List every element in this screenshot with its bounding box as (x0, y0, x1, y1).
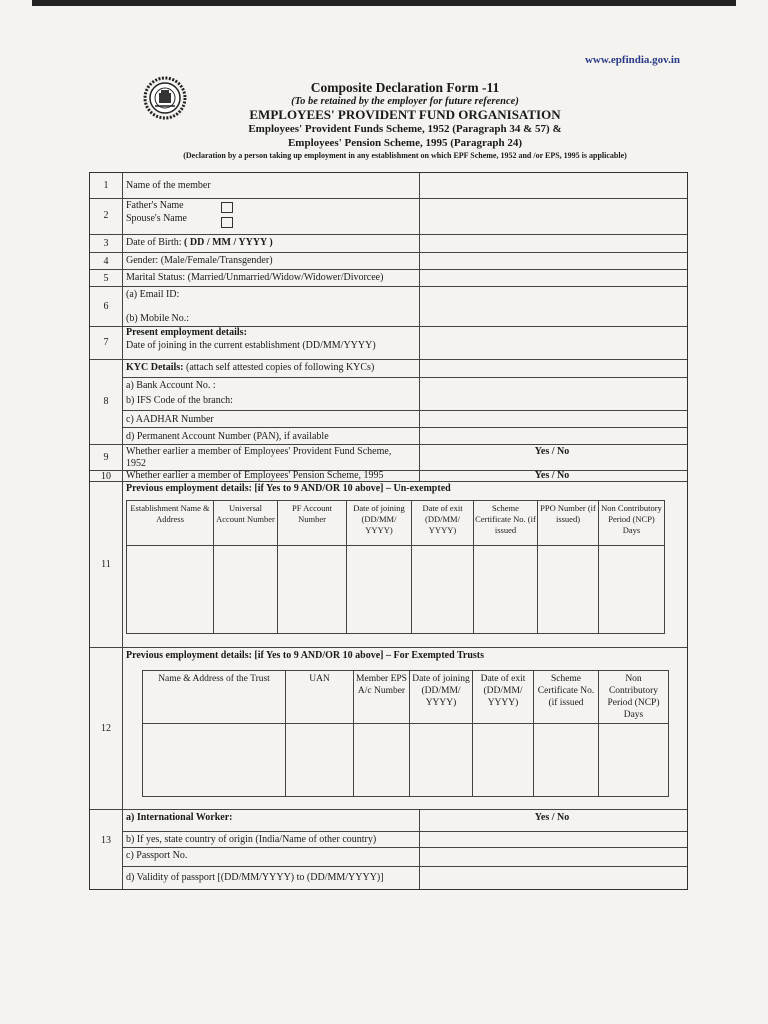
row-divider (90, 234, 687, 235)
row-divider (90, 359, 687, 360)
table-cell[interactable] (412, 546, 474, 634)
column-header: Non Contributory Period (NCP) Days (599, 501, 665, 546)
table-cell[interactable] (347, 546, 412, 634)
relative-name-field[interactable] (421, 200, 686, 233)
declaration-form-table (89, 172, 688, 890)
marital-status-field[interactable] (421, 271, 686, 285)
date-of-joining-label: Date of joining in the current establishment (DD/MM/YYYY) (126, 340, 376, 351)
exempted-trusts-table (142, 670, 669, 797)
table-cell[interactable] (534, 724, 599, 797)
epf-member-yes-no[interactable]: Yes / No (534, 446, 570, 457)
dob-field[interactable] (421, 236, 686, 251)
row-divider (90, 286, 687, 287)
international-worker-yes-no[interactable]: Yes / No (534, 812, 570, 823)
table-cell[interactable] (410, 724, 473, 797)
kyc-heading-note: (attach self attested copies of following KYCs) (183, 362, 375, 373)
row-number: 3 (103, 238, 109, 249)
column-header: Establishment Name & Address (127, 501, 214, 546)
row-divider (90, 647, 687, 648)
pan-field[interactable] (421, 429, 686, 443)
epf-member-label: Whether earlier a member of Employees' Provident Fund Scheme, (126, 446, 392, 457)
aadhar-field[interactable] (421, 412, 686, 426)
table-header-row (127, 501, 665, 546)
unexempted-employment-table (126, 500, 665, 634)
column-header: PPO Number (if issued) (538, 501, 599, 546)
row-number: 10 (101, 471, 111, 482)
aadhar-label: c) AADHAR Number (126, 414, 214, 425)
fathers-name-label: Father's Name (126, 200, 184, 211)
website-url[interactable]: www.epfindia.gov.in (584, 54, 680, 66)
eps-member-label: Whether earlier a member of Employees' Pension Scheme, 1995 (126, 470, 384, 481)
ifsc-label: b) IFS Code of the branch: (126, 395, 233, 406)
column-header: Non Contributory Period (NCP) Days (599, 671, 669, 724)
column-header: UAN (286, 671, 354, 724)
country-of-origin-field[interactable] (421, 833, 686, 846)
table-cell[interactable] (127, 546, 214, 634)
table-cell[interactable] (278, 546, 347, 634)
row-divider (90, 198, 687, 199)
table-cell[interactable] (599, 724, 669, 797)
row-divider (122, 427, 687, 428)
row-divider (122, 847, 687, 848)
email-label: (a) Email ID: (126, 289, 180, 300)
column-header: Name & Address of the Trust (143, 671, 286, 724)
spouses-name-label: Spouse's Name (126, 213, 187, 224)
column-header: Scheme Certificate No. (if issued (474, 501, 538, 546)
row-number: 12 (101, 723, 111, 734)
column-header: PF Account Number (278, 501, 347, 546)
row-divider (122, 831, 687, 832)
member-name-label: Name of the member (126, 180, 211, 191)
column-header: Date of joining (DD/MM/ YYYY) (410, 671, 473, 724)
table-cell[interactable] (474, 546, 538, 634)
row-number: 13 (101, 835, 111, 846)
declaration-note: (Declaration by a person taking up employment in any establishment on which EPF Scheme, 1952 and /or EPS, 1995 is applicable) (183, 151, 627, 160)
row-number: 2 (103, 210, 109, 221)
kyc-heading (126, 362, 374, 373)
column-header: Date of exit (DD/MM/ YYYY) (412, 501, 474, 546)
gender-label: Gender: (Male/Female/Transgender) (126, 255, 273, 266)
table-cell[interactable] (286, 724, 354, 797)
value-column-divider-13 (419, 809, 420, 889)
dob-format: ( DD / MM / YYYY ) (184, 237, 273, 248)
scheme-line-2: Employees' Pension Scheme, 1995 (Paragraph 24) (287, 137, 523, 149)
column-header: Member EPS A/c Number (354, 671, 410, 724)
row-number: 9 (103, 452, 109, 463)
table-header-row (143, 671, 669, 724)
row-divider (90, 252, 687, 253)
column-header: Date of joining (DD/MM/ YYYY) (347, 501, 412, 546)
row-number: 8 (103, 396, 109, 407)
marital-status-label: Marital Status: (Married/Unmarried/Widow/Widower/Divorcee) (126, 272, 384, 283)
present-employment-heading: Present employment details: (126, 327, 247, 338)
mobile-label: (b) Mobile No.: (126, 313, 190, 324)
scan-top-edge (32, 0, 736, 6)
member-name-field[interactable] (421, 174, 686, 197)
table-cell[interactable] (214, 546, 278, 634)
row-divider (122, 410, 687, 411)
table-cell[interactable] (538, 546, 599, 634)
table-cell[interactable] (354, 724, 410, 797)
epf-member-label-year: 1952 (126, 458, 146, 469)
fathers-name-checkbox[interactable] (221, 202, 233, 213)
row-number: 6 (103, 301, 109, 312)
organisation-name: EMPLOYEES' PROVIDENT FUND ORGANISATION (249, 107, 561, 122)
international-worker-label: a) International Worker: (126, 812, 233, 823)
unexempted-heading: Previous employment details: [if Yes to 9 AND/OR 10 above] – Un-exempted (126, 483, 451, 494)
email-mobile-field[interactable] (421, 288, 686, 325)
pan-label: d) Permanent Account Number (PAN), if available (126, 431, 329, 442)
value-column-divider (419, 173, 420, 481)
bank-account-label: a) Bank Account No. : (126, 380, 216, 391)
row-divider (90, 481, 687, 482)
row-divider (122, 866, 687, 867)
row-divider (90, 269, 687, 270)
row-divider (122, 377, 687, 378)
dob-label (126, 237, 273, 248)
row-number: 4 (103, 256, 109, 267)
dob-label-text: Date of Birth: (126, 237, 185, 248)
form-title: Composite Declaration Form -11 (310, 80, 500, 95)
scheme-line-1: Employees' Provident Funds Scheme, 1952 (Paragraph 34 & 57) & (248, 123, 562, 135)
number-column-divider (122, 173, 123, 889)
column-header: Scheme Certificate No. (if issued (534, 671, 599, 724)
gender-field[interactable] (421, 254, 686, 268)
row-divider (90, 444, 687, 445)
column-header: Date of exit (DD/MM/ YYYY) (473, 671, 534, 724)
table-entry-row (143, 724, 669, 797)
row-divider (90, 809, 687, 810)
eps-member-yes-no[interactable]: Yes / No (534, 470, 570, 481)
bank-account-field[interactable] (421, 379, 686, 409)
country-of-origin-label: b) If yes, state country of origin (India/Name of other country) (126, 834, 377, 845)
spouses-name-checkbox[interactable] (221, 217, 233, 228)
passport-number-field[interactable] (421, 849, 686, 865)
passport-validity-label: d) Validity of passport [(DD/MM/YYYY) to (DD/MM/YYYY)] (126, 872, 384, 883)
passport-number-label: c) Passport No. (126, 850, 188, 861)
column-header: Universal Account Number (214, 501, 278, 546)
kyc-heading-bold: KYC Details: (126, 362, 184, 373)
passport-validity-field[interactable] (421, 868, 686, 888)
date-of-joining-field[interactable] (421, 328, 686, 358)
row-number: 1 (103, 180, 109, 191)
exempted-trusts-heading: Previous employment details: [if Yes to 9 AND/OR 10 above] – For Exempted Trusts (126, 650, 485, 661)
row-number: 11 (101, 559, 111, 570)
row-number: 5 (103, 273, 109, 284)
table-entry-row (127, 546, 665, 634)
table-cell[interactable] (473, 724, 534, 797)
form-subtitle: (To be retained by the employer for future reference) (291, 96, 519, 107)
table-cell[interactable] (599, 546, 665, 634)
row-number: 7 (103, 337, 109, 348)
table-cell[interactable] (143, 724, 286, 797)
